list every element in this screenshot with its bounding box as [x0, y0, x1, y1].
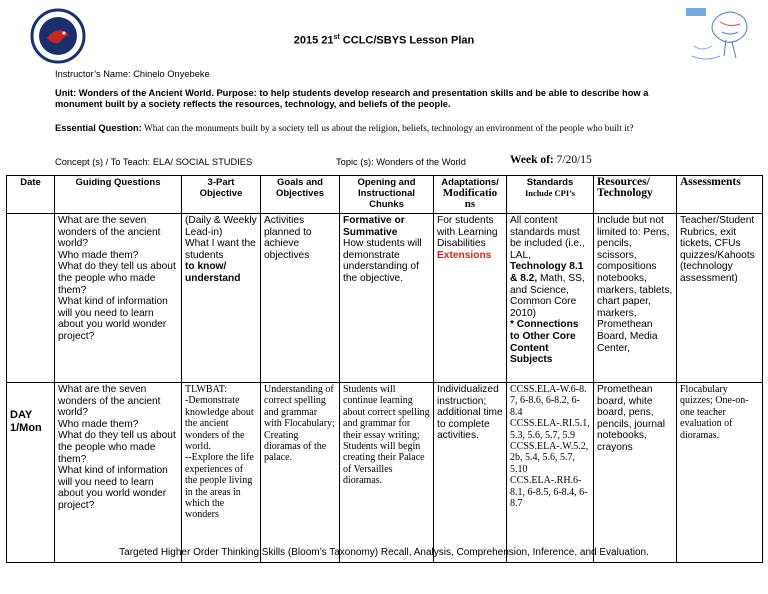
topic: Topic (s): Wonders of the World	[336, 157, 466, 167]
instructor-name: Instructor’s Name: Chinelo Onyebeke	[55, 69, 210, 79]
week-of: Week of: 7/20/15	[510, 154, 592, 166]
row2-guiding: What are the seven wonders of the ancient world? Who made them? What do they tell us about the people who made them? What kind of information will you need to learn about you world wonder project?	[55, 383, 182, 563]
header-guiding-questions: Guiding Questions	[55, 176, 182, 214]
row1-standards: All content standards must be included (i.e., LAL, Technology 8.1 & 8.2, Math, SS, and Science, Common Core 2010) * Connections to Other Core Content Subjects	[507, 214, 594, 383]
header-standards: Standards Include CPI’s	[507, 176, 594, 214]
row1-resources: Include but not limited to: Pens, pencils, scissors, compositions notebooks, markers, tablets, chart paper, markers, Promethean Board, Media Center,	[594, 214, 677, 383]
unit-purpose: Unit: Wonders of the Ancient World. Purpose: to help students develop research and presentation skills and be able to describe how a monument built by a society reflects the resources, technology, and beliefs of the people.	[55, 88, 649, 109]
header-adaptations: Adaptations/ Modificatio ns	[434, 176, 507, 214]
row2-goals: Understanding of correct spelling and grammar with Flocabulary; Creating dioramas of the palace.	[261, 383, 340, 563]
header-resources: Resources/ Technology	[594, 176, 677, 214]
row1-assessments: Teacher/Student Rubrics, exit tickets, CFUs quizzes/Kahoots (technology assessment)	[677, 214, 763, 383]
row2-resources: Promethean board, white board, pens, pencils, journal notebooks, crayons	[594, 383, 677, 563]
row2-date: DAY 1/Mon	[7, 383, 55, 563]
header-assessments: Assessments	[677, 176, 763, 214]
header-objective: 3-Part Objective	[182, 176, 261, 214]
row1-adaptations: For students with Learning Disabilities Extensions	[434, 214, 507, 383]
essential-question: Essential Question: What can the monuments built by a society tell us about the religion, beliefs, technology an environment of the people who built it?	[55, 123, 634, 134]
lesson-plan-table	[6, 175, 763, 563]
row1-objective: (Daily & Weekly Lead-in) What I want the students to know/ understand	[182, 214, 261, 383]
footer-hots: Targeted Higher Order Thinking Skills (Bloom’s Taxonomy) Recall, Analysis, Comprehension, Inference, and Evaluation.	[119, 547, 649, 558]
row1-date	[7, 214, 55, 383]
header-goals: Goals and Objectives	[261, 176, 340, 214]
header-opening: Opening and Instructional Chunks	[340, 176, 434, 214]
lesson-plan-title: 2015 21st CCLC/SBYS Lesson Plan	[293, 34, 475, 47]
header-date: Date	[7, 176, 55, 214]
table-row	[7, 383, 763, 563]
row2-objective: TLWBAT: -Demonstrate knowledge about the ancient wonders of the world. --Explore the life experiences of the people living in the areas in which the wonders	[182, 383, 261, 563]
row1-goals: Activities planned to achieve objectives	[261, 214, 340, 383]
table-header-row	[7, 176, 763, 214]
row2-standards: CCSS.ELA-W.6-8. 7, 6-8.6, 6-8.2, 6-8.4 CCSS.ELA-.RI.5.1, 5.3, 5.6, 5.7, 5.9 CCSS.ELA-.W.5.2, 2b, 5.4, 5.6, 5.7, 5.10 CCS.ELA-.RH.6-8.1, 6-8.5, 6-8.4, 6-8.7	[507, 383, 594, 563]
row2-assessments: Flocabulary quizzes; One-on-one teacher evaluation of dioramas.	[677, 383, 763, 563]
row2-opening: Students will continue learning about correct spelling and grammar for their essay writing; Students will begin creating their Palace of Versailles dioramas.	[340, 383, 434, 563]
row1-opening: Formative or Summative How students will demonstrate understanding of the objective.	[340, 214, 434, 383]
row2-adaptations: Individualized instruction; additional time to complete activities.	[434, 383, 507, 563]
table-row	[7, 214, 763, 383]
concept-to-teach: Concept (s) / To Teach: ELA/ SOCIAL STUDIES	[55, 157, 253, 167]
row1-guiding: What are the seven wonders of the ancient world? Who made them? What do they tell us about the people who made them? What kind of information will you need to learn about you world wonder project?	[55, 214, 182, 383]
